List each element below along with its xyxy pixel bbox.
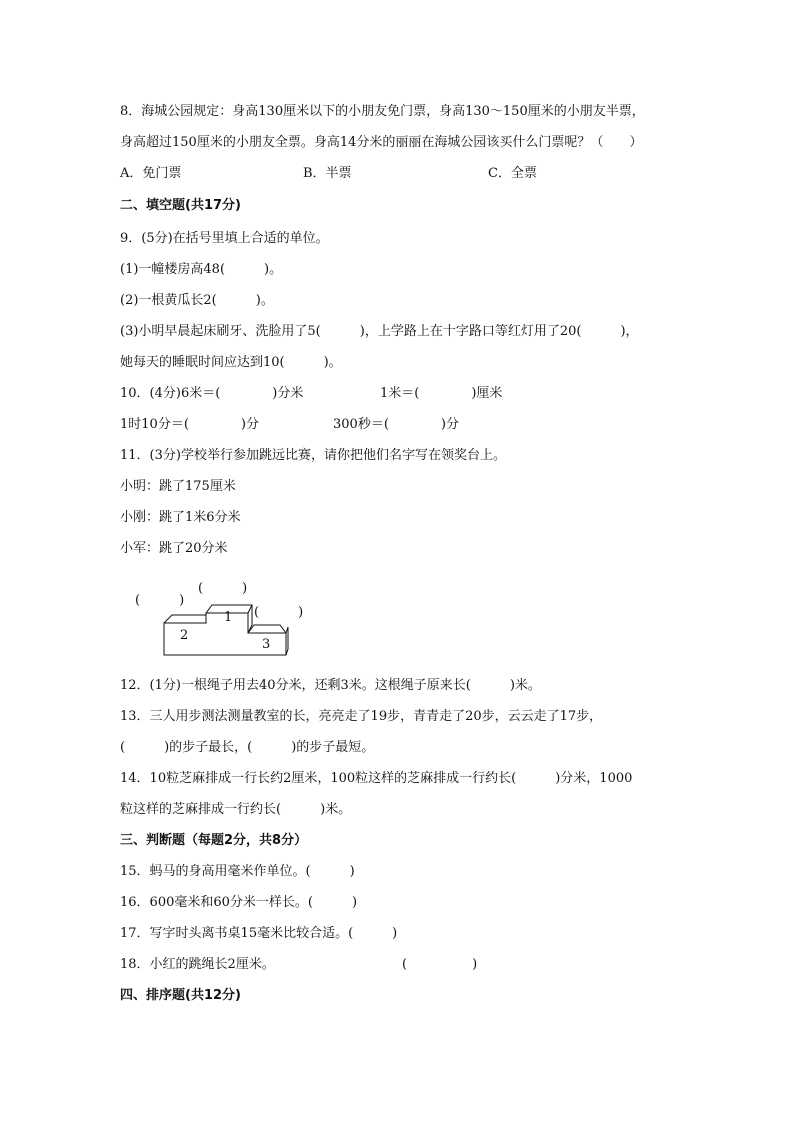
q15-text: 15．蚂马的身高用毫米作单位。( ) [120,864,355,879]
q11-line-xiaojun: 小军：跳了20分米 [120,541,228,556]
q16-text: 16．600毫米和60分米一样长。( ) [120,895,358,910]
q8-line1: 8．海城公园规定：身高130厘米以下的小朋友免门票，身高130～150厘米的小朋友半票， [120,104,645,119]
q11-line-xiaogang: 小刚：跳了1米6分米 [120,510,241,525]
q9-stem: 9．(5分)在括号里填上合适的单位。 [120,231,329,246]
q14-line1: 14．10粒芝麻排成一行长约2厘米，100粒这样的芝麻排成一行约长( )分米，1000 [120,771,633,786]
podium-step3-top [248,625,286,633]
section-3-title: 三、判断题（每题2分，共8分） [120,833,308,848]
q17-text: 17．写字时头离书桌15毫米比较合适。( ) [120,926,398,941]
q12-text: 12．(1分)一根绳子用去40分米，还剩3米。这根绳子原来长( )米。 [120,678,541,693]
q9-part2: (2)一根黄瓜长2( )。 [120,293,274,308]
q9-part3-line2: 她每天的睡眠时间应达到10( )。 [120,355,342,370]
q11-stem: 11．(3分)学校举行参加跳远比赛，请你把他们名字写在领奖台上。 [120,448,506,463]
podium-number-3: 3 [262,637,271,652]
q10-item-c: 1时10分＝( )分 [120,417,259,432]
q13-line2: ( )的步子最长，( )的步子最短。 [120,740,375,755]
q9-part3-line1: (3)小明早晨起床刷牙、洗脸用了5( )，上学路上在十字路口等红灯用了20( )， [120,324,639,339]
q10-item-d: 300秒＝( )分 [333,417,459,432]
q14-line2: 粒这样的芝麻排成一行约长( )米。 [120,802,352,817]
podium-diagram [128,575,328,660]
q8-option-a: A．免门票 [120,166,182,181]
q8-option-b: B．半票 [303,166,352,181]
section-4-title: 四、排序题(共12分) [120,988,241,1003]
q18-text: 18．小红的跳绳长2厘米。 [120,957,275,972]
q9-part1: (1)一幢楼房高48( )。 [120,262,283,277]
section-2-title: 二、填空题(共17分) [120,198,241,213]
podium-number-2: 2 [180,628,189,643]
podium-blank-first: ( ) [198,581,248,596]
podium-step2-top [164,615,206,623]
q10-item-b: 1米＝( )厘米 [380,386,503,401]
q13-line1: 13．三人用步测法测量教室的长，亮亮走了19步，青青走了20步，云云走了17步， [120,709,603,724]
podium-blank-third: ( ) [254,605,304,620]
q10-item-a: 10．(4分)6米＝( )分米 [120,386,304,401]
q11-line-xiaoming: 小明：跳了175厘米 [120,479,236,494]
q8-option-c: C．全票 [488,166,537,181]
q18-answer-paren: ( ) [402,957,478,972]
podium-blank-second: ( ) [135,593,185,608]
podium-number-1: 1 [224,610,233,625]
q8-line2: 身高超过150厘米的小朋友全票。身高14分米的丽丽在海城公园该买什么门票呢？（ ） [120,135,643,150]
